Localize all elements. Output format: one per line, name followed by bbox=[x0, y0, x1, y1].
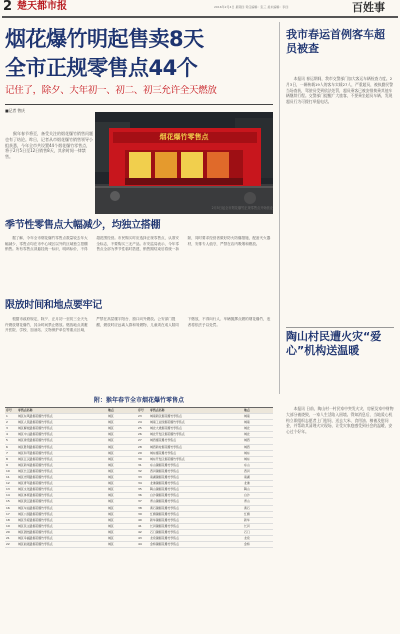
table-cell: 41 bbox=[137, 523, 149, 529]
table-cell: 17 bbox=[5, 511, 17, 517]
section-1-text: 据了解，今年全市烟花爆竹零售点数量较去年大幅减少，零售点均在市中心城区以外的区域独立搭棚销售。所有零售点须悬挂统一标识，明码标价，不得超范围经营。市民购买时应选择正规零售点，认准安全标志，不要购买三无产品。市安监局表示，今年零售点全部为季节性临时搭建，销售期结束后将统一拆除，同时要求经营者做好防火防爆措施，配备灭火器材，安排专人值守，严禁在店内吸烟和燃放。 bbox=[5, 236, 271, 252]
table-cell: 城区学府路烟花爆竹零售点 bbox=[17, 517, 107, 523]
masthead-meta: 2016年2月4日 星期四 责任编辑：张三 美术编辑：李四 bbox=[214, 5, 289, 9]
column-divider bbox=[279, 22, 280, 394]
table-cell: 城西 bbox=[243, 444, 273, 450]
table-cell: 城区 bbox=[107, 432, 137, 438]
table-cell: 24 bbox=[137, 420, 149, 426]
headline-line-2: 全市正规零售点44个 bbox=[5, 56, 198, 80]
table-cell: 城区江汉路烟花爆竹零售点 bbox=[17, 456, 107, 462]
section-name: 百姓事 bbox=[352, 1, 385, 14]
table-cell: 城西新村烟花爆竹零售点 bbox=[149, 444, 243, 450]
table-cell: 22 bbox=[5, 542, 17, 548]
right-story-1-text: 本报讯 春运期间，我市交警部门加大客运车辆检查力度。2月3日，一辆核载19人的客车实载27人，严重超员，被执勤民警当场查获，驾驶员受到依法处罚，超员乘客已被安排换乘其他车辆继续行程。交警部门提醒广大旅客，不要乘坐超员车辆，发现超员行为可拨打举报电话。 bbox=[286, 76, 393, 105]
table-cell: 黄石镇烟花爆竹零售点 bbox=[149, 505, 243, 511]
photo-caption: 2月5日起全市烟花爆竹正规零售点开始营业 bbox=[211, 206, 273, 210]
masthead-rule bbox=[2, 16, 398, 18]
table-cell: 城区 bbox=[107, 475, 137, 481]
headline-line-1: 烟花爆竹明起售卖8天 bbox=[5, 27, 204, 51]
table-cell: 城区胜利路烟花爆竹零售点 bbox=[17, 444, 107, 450]
table-header: 零售点名称 bbox=[17, 408, 107, 414]
table-cell: 11 bbox=[5, 475, 17, 481]
table-cell: 25 bbox=[137, 426, 149, 432]
table-cell: 城区 bbox=[107, 542, 137, 548]
table-cell: 城北大道烟花爆竹零售点 bbox=[149, 426, 243, 432]
table-cell: 27 bbox=[137, 438, 149, 444]
table-cell: 39 bbox=[137, 511, 149, 517]
right-story-2-title: 陶山村民遭火灾“爱心”机构送温暖 bbox=[286, 330, 382, 357]
table-cell: 6 bbox=[5, 444, 17, 450]
table-cell: 城区前进路烟花爆竹零售点 bbox=[17, 542, 107, 548]
table-header: 地点 bbox=[243, 408, 273, 414]
table-cell: 城区幸福路烟花爆竹零售点 bbox=[17, 535, 107, 541]
table-cell: 城区新华路烟花爆竹零售点 bbox=[17, 462, 107, 468]
table-cell: 南湖镇烟花爆竹零售点 bbox=[149, 475, 243, 481]
table-cell: 城区 bbox=[107, 535, 137, 541]
table-cell: 16 bbox=[5, 505, 17, 511]
table-cell: 3 bbox=[5, 426, 17, 432]
table-cell: 城区 bbox=[107, 493, 137, 499]
table-cell: 石门 bbox=[243, 529, 273, 535]
table-header: 序号 bbox=[137, 408, 149, 414]
section-2-body bbox=[5, 317, 273, 393]
headline-deck: 记住了，除夕、大年初一、初二、初三允许全天燃放 bbox=[5, 85, 217, 96]
right-story-1-title: 我市春运首例客车超员被查 bbox=[286, 28, 385, 55]
table-cell: 5 bbox=[5, 438, 17, 444]
table-cell: 城区 bbox=[107, 438, 137, 444]
table-cell: 34 bbox=[137, 481, 149, 487]
table-cell: 城区 bbox=[107, 450, 137, 456]
table-cell: 2 bbox=[5, 420, 17, 426]
table-body bbox=[5, 414, 273, 548]
table-cell: 东山 bbox=[243, 462, 273, 468]
table-cell: 城区团结路烟花爆竹零售点 bbox=[17, 529, 107, 535]
lead-intro bbox=[5, 131, 93, 215]
table-cell: 城区光明路烟花爆竹零售点 bbox=[17, 475, 107, 481]
table-cell: 城区建设路烟花爆竹零售点 bbox=[17, 438, 107, 444]
table-cell: 北港 bbox=[243, 481, 273, 487]
table-cell: 城区车站路烟花爆竹零售点 bbox=[17, 505, 107, 511]
table-cell: 城区 bbox=[107, 414, 137, 420]
table-cell: 城南 bbox=[243, 414, 273, 420]
section-1-body bbox=[5, 236, 273, 294]
table-cell: 城北 bbox=[243, 432, 273, 438]
table-title: 附：猴年春节全市烟花爆竹零售点 bbox=[93, 397, 184, 404]
table-cell: 长河 bbox=[243, 523, 273, 529]
table-cell: 城区和平路烟花爆竹零售点 bbox=[17, 450, 107, 456]
table-cell: 38 bbox=[137, 505, 149, 511]
table-cell: 36 bbox=[137, 493, 149, 499]
table-cell: 城北开发区烟花爆竹零售点 bbox=[149, 432, 243, 438]
table-cell: 城区体育路烟花爆竹零售点 bbox=[17, 493, 107, 499]
lead-intro-text: 猴年春节将至，备受关注的烟花爆竹销售问题也有了结论。昨日，记者从市烟花爆竹销售领导小组获悉，今年全市共设置44个烟花爆竹零售点，将于2月5日至12日销售8天，其余时间一律禁售。 bbox=[5, 131, 93, 160]
table-cell: 26 bbox=[137, 432, 149, 438]
table-cell: 城区 bbox=[107, 481, 137, 487]
table-cell: 石门镇烟花爆竹零售点 bbox=[149, 529, 243, 535]
table-cell: 城区文化路烟花爆竹零售点 bbox=[17, 487, 107, 493]
table-cell: 城东 bbox=[243, 450, 273, 456]
table-cell: 城区公园路烟花爆竹零售点 bbox=[17, 511, 107, 517]
table-cell: 城区青年路烟花爆竹零售点 bbox=[17, 481, 107, 487]
table-cell: 新华 bbox=[243, 517, 273, 523]
table-cell: 城区长江路烟花爆竹零售点 bbox=[17, 468, 107, 474]
photo-banner-text: 烟花爆竹零售点 bbox=[159, 133, 209, 141]
table-cell: 北港镇烟花爆竹零售点 bbox=[149, 481, 243, 487]
table-header: 序号 bbox=[5, 408, 17, 414]
table-cell: 44 bbox=[137, 542, 149, 548]
table-cell: 城南 bbox=[243, 420, 273, 426]
table-cell: 28 bbox=[137, 444, 149, 450]
table-cell: 城区 bbox=[107, 420, 137, 426]
table-cell: 南湖 bbox=[243, 475, 273, 481]
table-cell: 青山镇烟花爆竹零售点 bbox=[149, 499, 243, 505]
table-cell: 城区 bbox=[107, 505, 137, 511]
table-cell: 城区 bbox=[107, 523, 137, 529]
table-cell: 青山 bbox=[243, 499, 273, 505]
section-2-text: 根据市政府规定，除夕、正月初一至初三全天允许燃放烟花爆竹，其余时间禁止燃放。燃放地点须避开医院、学校、加油站、文物保护单位等重点区域，严禁在高层楼宇阳台、窗口向外燃放。公安部门提醒，燃放时应远离人群和易燃物，儿童须在成人陪同下燃放，不得向行人、车辆抛掷点燃的烟花爆竹，违者将依法予以处罚。 bbox=[5, 317, 271, 333]
table-cell: 13 bbox=[5, 487, 17, 493]
table-cell: 9 bbox=[5, 462, 17, 468]
table-cell: 15 bbox=[5, 499, 17, 505]
table-cell: 31 bbox=[137, 462, 149, 468]
table-cell: 西河镇烟花爆竹零售点 bbox=[149, 468, 243, 474]
table-cell: 城区 bbox=[107, 529, 137, 535]
page-number: 2 bbox=[3, 0, 13, 14]
right-story-2-body bbox=[286, 406, 394, 628]
table-cell: 陶山 bbox=[243, 487, 273, 493]
table-cell: 12 bbox=[5, 481, 17, 487]
table-cell: 城东开发区烟花爆竹零售点 bbox=[149, 456, 243, 462]
table-cell: 42 bbox=[137, 529, 149, 535]
table-cell: 30 bbox=[137, 456, 149, 462]
table-cell: 城西烟花爆竹零售点 bbox=[149, 438, 243, 444]
table-cell: 8 bbox=[5, 456, 17, 462]
table-cell: 城区解放路烟花爆竹零售点 bbox=[17, 426, 107, 432]
section-1-title: 季节性零售点大幅减少，均独立搭棚 bbox=[5, 220, 161, 231]
table-cell: 新华镇烟花爆竹零售点 bbox=[149, 517, 243, 523]
table-cell: 白沙 bbox=[243, 493, 273, 499]
table-cell: 7 bbox=[5, 450, 17, 456]
table-cell: 城区人民路烟花爆竹零售点 bbox=[17, 420, 107, 426]
table-cell: 金桥镇烟花爆竹零售点 bbox=[149, 542, 243, 548]
lead-photo bbox=[95, 112, 273, 214]
table-cell: 35 bbox=[137, 487, 149, 493]
table-cell: 城区 bbox=[107, 456, 137, 462]
table-cell: 西河 bbox=[243, 468, 273, 474]
table-cell: 城区东风路烟花爆竹零售点 bbox=[17, 414, 107, 420]
table-cell: 33 bbox=[137, 475, 149, 481]
table-cell: 18 bbox=[5, 517, 17, 523]
table-cell: 城区 bbox=[107, 499, 137, 505]
table-cell: 37 bbox=[137, 499, 149, 505]
right-story-2-text: 本报讯 日前，陶山村一村民家中突发火灾，房屋及家中财物大部分被烧毁，一家人生活陷入困境。得知消息后，当地爱心机构立即组织志愿者上门慰问，送去大米、食用油、棉被及慰问金，并帮助其清理火灾现场，让受灾家庭感受到社会的温暖，安心过个好年。 bbox=[286, 406, 394, 435]
section-2-title: 限放时间和地点要牢记 bbox=[5, 300, 102, 311]
table-cell: 14 bbox=[5, 493, 17, 499]
table-cell: 40 bbox=[137, 517, 149, 523]
paper-logo: 楚天都市报 bbox=[17, 1, 67, 12]
table-cell: 29 bbox=[137, 450, 149, 456]
table-cell: 城北 bbox=[243, 426, 273, 432]
table-cell: 城区中山路烟花爆竹零售点 bbox=[17, 432, 107, 438]
table-cell: 城东 bbox=[243, 456, 273, 462]
table-cell: 城南工业园烟花爆竹零售点 bbox=[149, 420, 243, 426]
table-cell: 城区民主路烟花爆竹零售点 bbox=[17, 523, 107, 529]
table-cell: 城区 bbox=[107, 511, 137, 517]
table-header: 零售点名称 bbox=[149, 408, 243, 414]
table-row bbox=[5, 542, 273, 548]
table-cell: 城区 bbox=[107, 444, 137, 450]
right-story-1-body bbox=[286, 76, 394, 322]
table-cell: 白沙镇烟花爆竹零售点 bbox=[149, 493, 243, 499]
photo-illustration bbox=[95, 112, 273, 214]
table-cell: 龙泉 bbox=[243, 535, 273, 541]
table-cell: 长河镇烟花爆竹零售点 bbox=[149, 523, 243, 529]
table-cell: 城区 bbox=[107, 487, 137, 493]
retail-points-table bbox=[5, 407, 273, 630]
table-cell: 金桥 bbox=[243, 542, 273, 548]
table-cell: 城区 bbox=[107, 517, 137, 523]
table-cell: 东山镇烟花爆竹零售点 bbox=[149, 462, 243, 468]
table-cell: 红旗镇烟花爆竹零售点 bbox=[149, 511, 243, 517]
table-cell: 4 bbox=[5, 432, 17, 438]
table-cell: 43 bbox=[137, 535, 149, 541]
table-cell: 19 bbox=[5, 523, 17, 529]
table-cell: 21 bbox=[5, 535, 17, 541]
table-cell: 城东烟花爆竹零售点 bbox=[149, 450, 243, 456]
table-cell: 陶山镇烟花爆竹零售点 bbox=[149, 487, 243, 493]
table-cell: 黄石 bbox=[243, 505, 273, 511]
table-cell: 23 bbox=[137, 414, 149, 420]
table-cell: 20 bbox=[5, 529, 17, 535]
table-cell: 1 bbox=[5, 414, 17, 420]
table-cell: 城区滨江路烟花爆竹零售点 bbox=[17, 499, 107, 505]
table-cell: 城区 bbox=[107, 468, 137, 474]
byline: ■记者 曾庆 bbox=[5, 108, 25, 113]
table-cell: 龙泉镇烟花爆竹零售点 bbox=[149, 535, 243, 541]
table-cell: 城西 bbox=[243, 438, 273, 444]
table-cell: 城区 bbox=[107, 462, 137, 468]
table-header: 地点 bbox=[107, 408, 137, 414]
table-cell: 红旗 bbox=[243, 511, 273, 517]
table-cell: 32 bbox=[137, 468, 149, 474]
table-cell: 城区 bbox=[107, 426, 137, 432]
table-cell: 10 bbox=[5, 468, 17, 474]
table-cell: 城南新区烟花爆竹零售点 bbox=[149, 414, 243, 420]
